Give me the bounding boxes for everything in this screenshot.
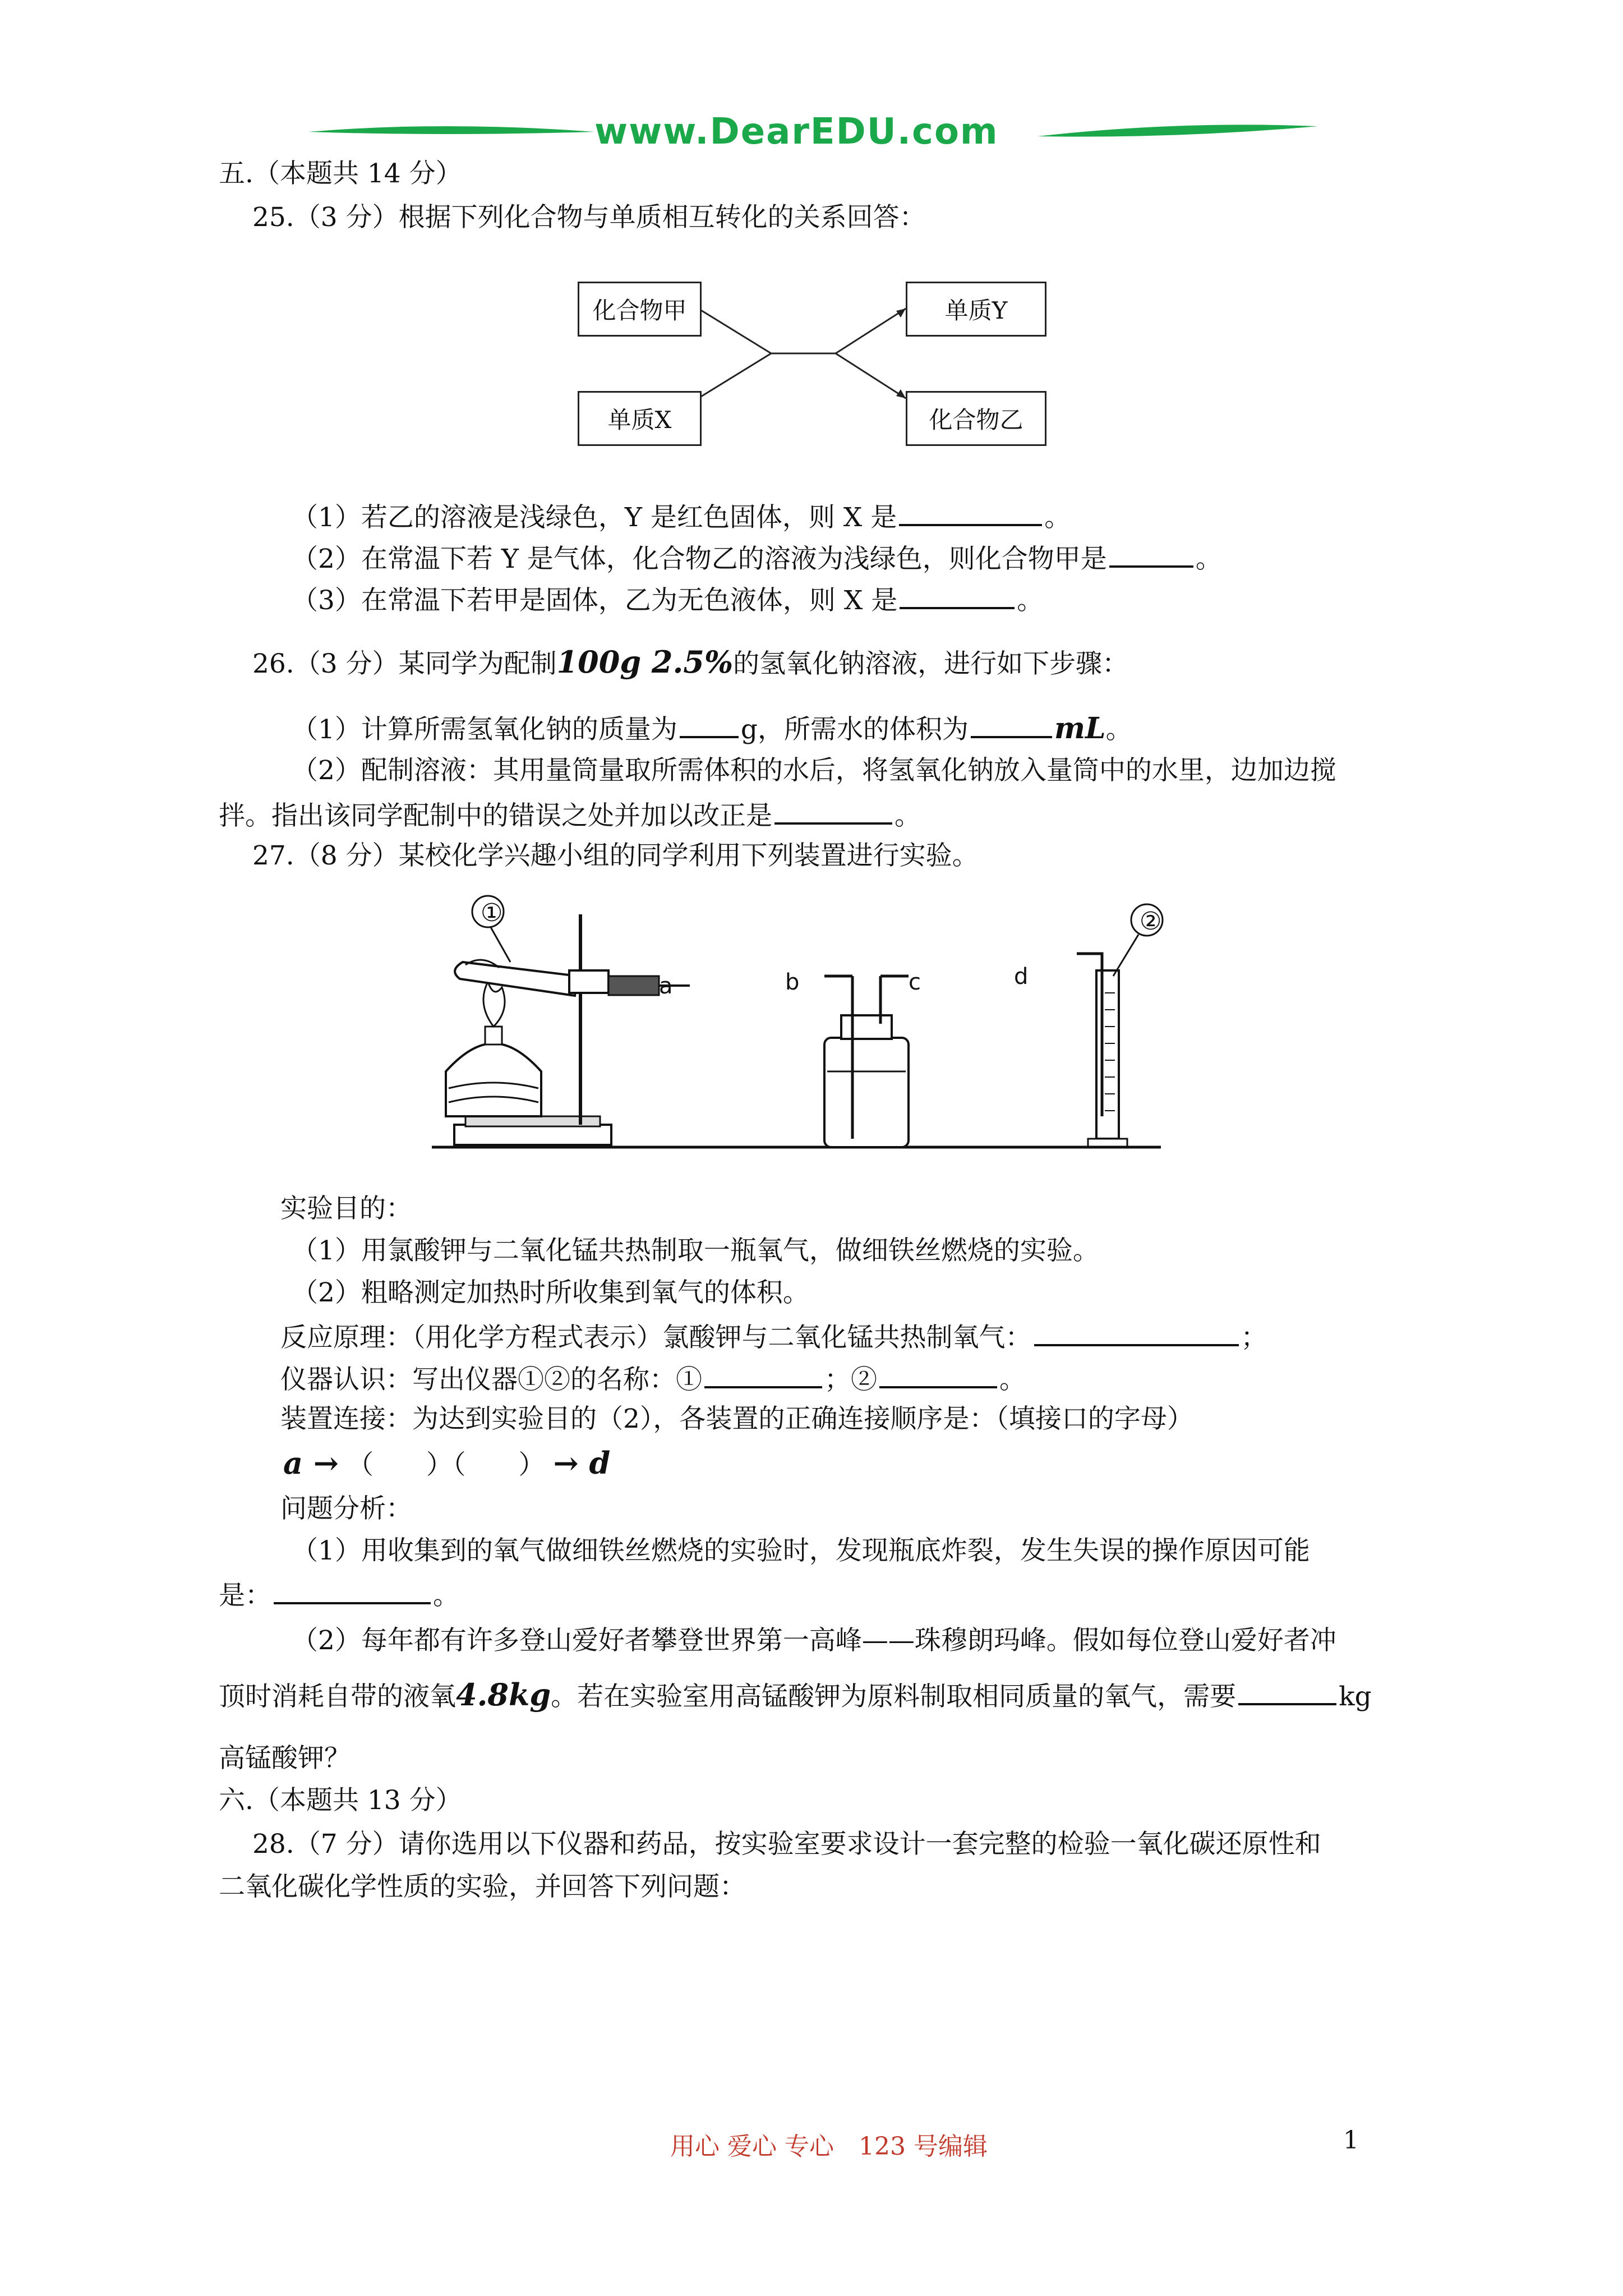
- seq-blanks[interactable]: （ ）（ ）: [347, 1450, 545, 1480]
- box-element-x: 单质X: [578, 391, 702, 446]
- arrow-to-b: [836, 353, 906, 398]
- q25-stem: 25.（3 分）根据下列化合物与单质相互转化的关系回答：: [252, 202, 926, 233]
- page-number: 1: [1343, 2126, 1359, 2155]
- q25-part2-text: （2）在常温下若 Y 是气体，化合物乙的溶液为浅绿色，则化合物甲是: [292, 544, 1107, 574]
- section-five-title: 五.（本题共 14 分）: [219, 158, 462, 189]
- connection: 装置连接：为达到实验目的（2），各装置的正确连接顺序是：（填接口的字母）: [280, 1404, 1193, 1434]
- line-compound-a: [698, 309, 771, 353]
- q25-part3-end: 。: [1017, 585, 1044, 616]
- purpose-title: 实验目的：: [280, 1193, 412, 1224]
- box-element-y: 单质Y: [906, 282, 1046, 337]
- analysis-1-blank[interactable]: [274, 1576, 431, 1604]
- instr-text-a: 仪器认识：写出仪器①②的名称：①: [280, 1364, 702, 1395]
- test-tube: [455, 962, 578, 996]
- q25-part1: [292, 498, 1071, 535]
- principle-end: ；: [1241, 1322, 1267, 1353]
- principle-blank[interactable]: [1034, 1318, 1239, 1346]
- q26-stem-b: 的氢氧化钠溶液，进行如下步骤：: [733, 648, 1129, 679]
- q26-part2-line2: [219, 797, 921, 833]
- left-swoosh: [308, 126, 594, 134]
- analysis-2-math: 4.8kg: [456, 1677, 551, 1713]
- q26-part2-text: 拌。指出该同学配制中的错误之处并加以改正是: [219, 800, 772, 831]
- label-a: a: [659, 973, 673, 999]
- principle: [280, 1318, 1267, 1355]
- flame-icon: [483, 982, 505, 1027]
- q25-blank2[interactable]: [1109, 540, 1193, 568]
- q26-part1: [292, 710, 1132, 747]
- bottle-neck: [841, 1015, 892, 1039]
- lamp-wick: [485, 1027, 502, 1045]
- q26-part1-b: g，所需水的体积为: [740, 714, 969, 745]
- box-compound-a: 化合物甲: [578, 282, 702, 337]
- q26-part2-end: 。: [895, 800, 921, 831]
- instr-blank-2[interactable]: [879, 1360, 997, 1388]
- instr-end: 。: [999, 1364, 1026, 1395]
- q28-line2: 二氧化碳化学性质的实验，并回答下列问题：: [219, 1871, 746, 1902]
- analysis-1-line2: [219, 1576, 459, 1613]
- q26-blank-mass[interactable]: [680, 710, 739, 738]
- q25-blank3[interactable]: [900, 581, 1015, 609]
- q25-part3-text: （3）在常温下若甲是固体，乙为无色液体，则 X 是: [292, 585, 898, 616]
- analysis-2-unit: kg: [1339, 1681, 1372, 1712]
- purpose-1: （1）用氯酸钾与二氧化锰共热制取一瓶氧气，做细铁丝燃烧的实验。: [292, 1235, 1099, 1266]
- stopper: [608, 976, 659, 995]
- instr-text-b: ；②: [824, 1364, 877, 1395]
- callout-2-leader: [1113, 935, 1138, 976]
- analysis-2-text-b: 。若在实验室用高锰酸钾为原料制取相同质量的氧气，需要: [551, 1681, 1237, 1712]
- q26-part1-a: （1）计算所需氢氧化钠的质量为: [292, 714, 677, 745]
- seq-start: a →: [283, 1445, 339, 1481]
- gas-bottle: [824, 1038, 909, 1147]
- q26-stem-a: 26.（3 分）某同学为配制: [252, 648, 557, 679]
- section-six-title: 六.（本题共 13 分）: [219, 1785, 462, 1816]
- label-circle-1: ①: [481, 899, 503, 927]
- q25-part1-text: （1）若乙的溶液是浅绿色，Y 是红色固体，则 X 是: [292, 502, 897, 533]
- label-circle-2: ②: [1140, 907, 1162, 936]
- q25-blank1[interactable]: [899, 498, 1042, 526]
- purpose-2: （2）粗略测定加热时所收集到氧气的体积。: [292, 1277, 809, 1308]
- analysis-1-end: 。: [433, 1580, 459, 1611]
- analysis-1-text: 是：: [219, 1580, 271, 1611]
- q26-blank-volume[interactable]: [971, 710, 1052, 738]
- q26-math: 100g 2.5%: [556, 644, 734, 680]
- label-d: d: [1014, 964, 1029, 990]
- arrow-to-y: [836, 309, 906, 353]
- site-logo[interactable]: www.DearEDU.com: [594, 111, 999, 153]
- q26-part2-line1: （2）配制溶液：其用量筒量取所需体积的水后，将氢氧化钠放入量筒中的水里，边加边搅: [292, 755, 1336, 786]
- alcohol-lamp: [446, 1043, 541, 1116]
- analysis-2-line1: （2）每年都有许多登山爱好者攀登世界第一高峰——珠穆朗玛峰。假如每位登山爱好者冲: [292, 1625, 1336, 1656]
- line-element-x: [698, 353, 771, 398]
- footer-text: 用心 爱心 专心 123 号编辑: [670, 2132, 988, 2161]
- label-b: b: [785, 969, 800, 995]
- q25-part2: [292, 540, 1222, 576]
- seq-end: → d: [553, 1445, 611, 1481]
- instrument-names: [280, 1360, 1026, 1397]
- analysis-2-text-a: 顶时消耗自带的液氧: [219, 1681, 456, 1712]
- right-swoosh: [1038, 125, 1318, 136]
- analysis-title: 问题分析：: [280, 1493, 412, 1524]
- q25-part1-end: 。: [1044, 502, 1071, 533]
- instr-blank-1[interactable]: [704, 1360, 822, 1388]
- stand-base: [454, 1125, 611, 1145]
- callout-1-leader: [491, 927, 510, 962]
- q26-blank-error[interactable]: [774, 797, 892, 825]
- q25-part2-end: 。: [1195, 544, 1222, 574]
- q26-unit: mL: [1054, 711, 1106, 746]
- analysis-2-blank[interactable]: [1238, 1677, 1336, 1705]
- analysis-2-line3: 高锰酸钾？: [219, 1743, 351, 1774]
- analysis-2-line2: [219, 1677, 1372, 1714]
- connection-sequence: [283, 1446, 610, 1482]
- q25-part3: [292, 581, 1043, 618]
- q26-part1-end: 。: [1105, 714, 1132, 745]
- q28-line1: 28.（7 分）请你选用以下仪器和药品，按实验室要求设计一套完整的检验一氧化碳还原性和: [252, 1829, 1321, 1860]
- box-compound-b: 化合物乙: [906, 391, 1046, 446]
- q27-apparatus: [432, 892, 1183, 1156]
- cylinder-base: [1088, 1139, 1127, 1147]
- q27-stem: 27.（8 分）某校化学兴趣小组的同学利用下列装置进行实验。: [252, 840, 979, 871]
- analysis-1-line1: （1）用收集到的氧气做细铁丝燃烧的实验时，发现瓶底炸裂，发生失误的操作原因可能: [292, 1535, 1310, 1566]
- label-c: c: [909, 969, 921, 995]
- q26-stem: [252, 645, 1128, 681]
- principle-text: 反应原理：（用化学方程式表示）氯酸钾与二氧化锰共热制氧气：: [280, 1322, 1032, 1353]
- graduated-cylinder: [1096, 970, 1119, 1139]
- clamp: [569, 970, 608, 993]
